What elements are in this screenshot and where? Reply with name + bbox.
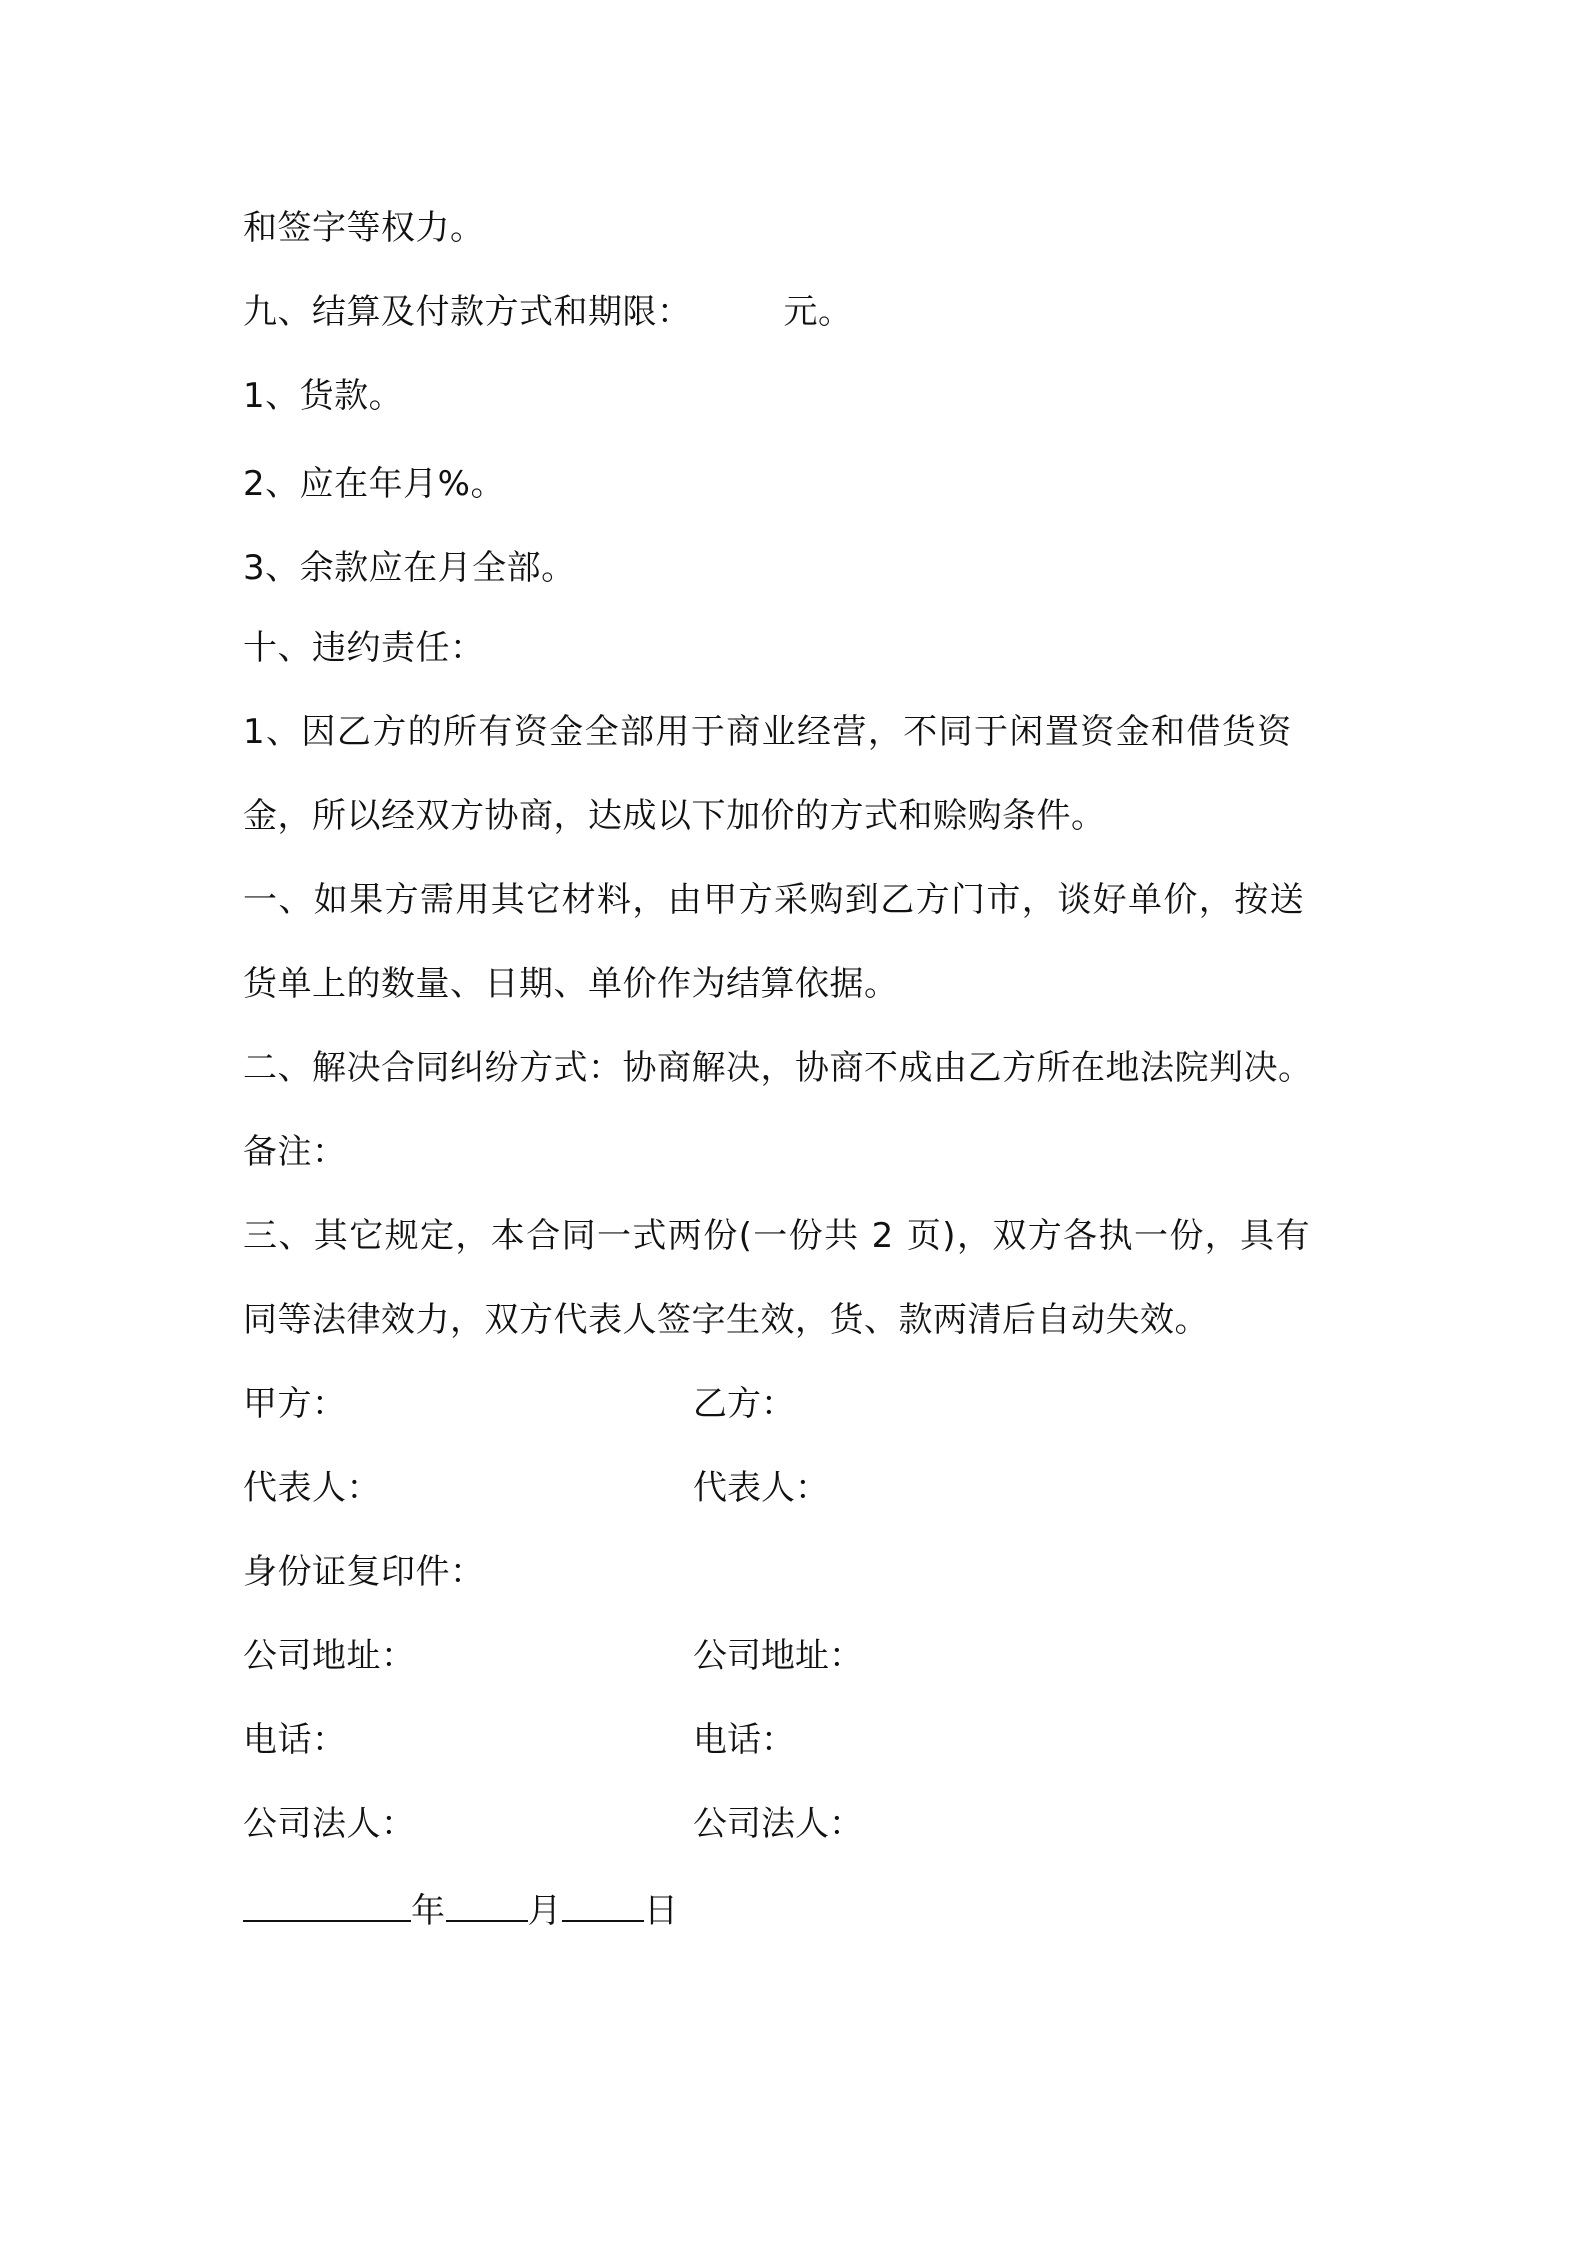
date-line	[243, 1886, 679, 1933]
id-copy-label: 身份证复印件：	[243, 1552, 485, 1592]
party-a-label: 甲方：	[243, 1384, 347, 1424]
legal-person-a-label: 公司法人：	[243, 1804, 416, 1844]
yuan-unit: 元。	[783, 292, 853, 332]
phone-b-label: 电话：	[693, 1720, 795, 1760]
month-blank	[446, 1886, 528, 1922]
payment-item-3: 3、余款应在月全部。	[243, 548, 576, 588]
remarks-label: 备注：	[243, 1132, 347, 1172]
year-label: 年	[411, 1891, 446, 1931]
company-address-b-label: 公司地址：	[693, 1636, 863, 1676]
clause-3-line-1: 三、其它规定，本合同一式两份(一份共 2 页)，双方各执一份，具有	[243, 1216, 1311, 1256]
day-blank	[562, 1886, 644, 1922]
clause-1-line-2: 货单上的数量、日期、单价作为结算依据。	[243, 964, 899, 1004]
clause-2-line: 二、解决合同纠纷方式：协商解决，协商不成由乙方所在地法院判决。	[243, 1048, 1313, 1088]
text-line-1: 和签字等权力。	[243, 208, 485, 248]
liability-paragraph-line-1: 1、因乙方的所有资金全部用于商业经营，不同于闲置资金和借货资	[243, 712, 1293, 752]
phone-a-label: 电话：	[243, 1720, 347, 1760]
company-address-a-label: 公司地址：	[243, 1636, 416, 1676]
representative-a-label: 代表人：	[243, 1468, 381, 1508]
day-label: 日	[644, 1891, 679, 1931]
payment-item-1: 1、货款。	[243, 376, 404, 416]
legal-person-b-label: 公司法人：	[693, 1804, 863, 1844]
month-label: 月	[527, 1891, 562, 1931]
payment-item-2: 2、应在年月%。	[243, 464, 505, 504]
representative-b-label: 代表人：	[693, 1468, 829, 1508]
section-9-heading	[243, 290, 853, 334]
party-b-label: 乙方：	[693, 1384, 795, 1424]
clause-3-line-2: 同等法律效力，双方代表人签字生效，货、款两清后自动失效。	[243, 1300, 1209, 1340]
clause-1-line-1: 一、如果方需用其它材料，由甲方采购到乙方门市，谈好单价，按送	[243, 880, 1305, 920]
section-9-title: 九、结算及付款方式和期限：	[243, 292, 692, 332]
liability-paragraph-line-2: 金，所以经双方协商，达成以下加价的方式和赊购条件。	[243, 796, 1106, 836]
year-blank	[243, 1886, 411, 1922]
section-10-heading: 十、违约责任：	[243, 628, 485, 668]
